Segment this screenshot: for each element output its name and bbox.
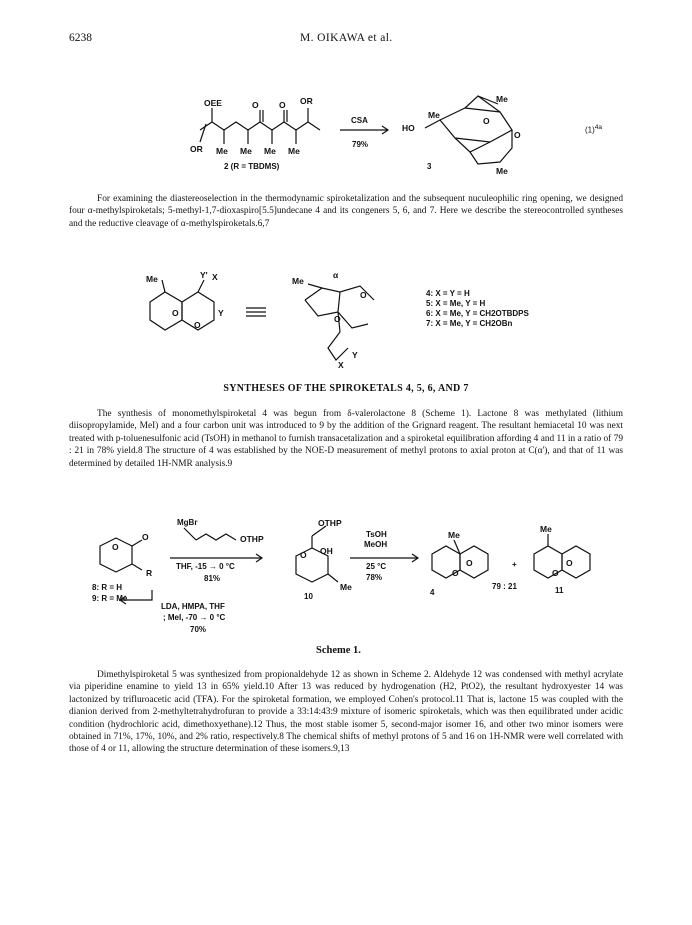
svg-text:O: O	[300, 550, 307, 560]
svg-text:X: X	[212, 272, 218, 282]
congener-6: 6: X = Me, Y = CH2OTBDPS	[426, 309, 529, 318]
svg-text:O: O	[552, 568, 559, 578]
svg-text:O: O	[194, 320, 201, 330]
svg-text:Me: Me	[216, 146, 228, 156]
congener-list	[426, 289, 529, 329]
svg-text:O: O	[514, 130, 521, 140]
lda-conditions: LDA, HMPA, THF	[161, 602, 225, 611]
svg-text:O: O	[172, 308, 179, 318]
step1-conditions: THF, -15 → 0 °C	[176, 562, 235, 571]
equation-number: $(1)^{4a}$	[585, 124, 603, 135]
svg-text:O: O	[483, 116, 490, 126]
compound-11-label: 11	[555, 586, 564, 595]
svg-text:X: X	[338, 360, 344, 370]
congener-5: 5: X = Me, Y = H	[426, 299, 486, 308]
congener-7: 7: X = Me, Y = CH2OBn	[426, 319, 513, 328]
svg-text:OR: OR	[300, 96, 313, 106]
svg-text:Me: Me	[428, 110, 440, 120]
svg-text:α: α	[333, 270, 339, 280]
svg-text:OTHP: OTHP	[240, 534, 264, 544]
running-title: M. OIKAWA et al.	[300, 32, 393, 44]
svg-text:Y: Y	[218, 308, 224, 318]
compound-9-label: 9: R = Me	[92, 594, 128, 603]
compound-10-label: 10	[304, 592, 313, 601]
eq1-reagent: CSA	[351, 116, 368, 125]
paragraph-dimethyl: Dimethylspiroketal 5 was synthesized from propionaldehyde 12 as shown in Scheme 2. Aldehyde 12 was condensed with methyl acrylate via piperidine enamine to yield 13 in 65% yield.10 After 13 was reduced by hydrogenation (H2, PtO2), the resultant hydroxyester 14 was lactonized by trifluroacetic acid (TFA). For the spiroketal formation, we employed Cohen's protocol.11 That is, lactone 15 was coupled with the dianion derived from 2-methyltetrahydrofuran to provide a 33:14:43:9 mixture of isomeric spiroketals, which was then equilibrated under acidic condition (hydrochloric acid, dimethoxyethane).12 Thus, the most stable isomer 5, second-major isomer 16, and other two minor isomers were obtained in 71%, 17%, 10%, and 2% ratio, respectively.8 The chemical shifts of methyl protons of 5 and 16 on 1H-NMR were well correlated with those of 4 or 11, allowing the structure determination of these isomers.9,13	[69, 670, 623, 755]
svg-text:OTHP: OTHP	[318, 518, 342, 528]
paragraph-intro: For examining the diastereoselection in the thermodynamic spiroketalization and the subsequent nuculeophilic ring opening, we designed four α-methylspiroketals; 5-methyl-1,7-dioxaspiro[5.5]undecane 4 and its congeners 5, 6, and 7. Here we describe the stereocontrolled syntheses and the reductive cleavage of α-methylspiroketals.6,7	[69, 194, 623, 229]
svg-text:O: O	[466, 558, 473, 568]
svg-text:Y': Y'	[200, 270, 208, 280]
svg-text:O: O	[452, 568, 459, 578]
step1-yield: 81%	[204, 574, 221, 583]
svg-text:O: O	[252, 100, 259, 110]
isomer-ratio: 79 : 21	[492, 582, 517, 591]
svg-text:R: R	[146, 568, 153, 578]
congener-4: 4: X = Y = H	[426, 289, 470, 298]
svg-text:O: O	[279, 100, 286, 110]
tsoh-reagent: TsOH	[366, 530, 387, 539]
compound-8-label: 8: R = H	[92, 583, 123, 592]
meoh-solvent: MeOH	[364, 540, 388, 549]
svg-text:O: O	[566, 558, 573, 568]
mei-conditions: ; MeI, -70 → 0 °C	[163, 613, 226, 622]
compound-2-caption: 2 (R = TBDMS)	[224, 162, 280, 171]
svg-text:Me: Me	[496, 166, 508, 176]
svg-text:HO: HO	[402, 123, 415, 133]
step2-temperature: 25 °C	[366, 562, 387, 571]
page-number: 6238	[69, 32, 92, 44]
svg-text:OR: OR	[190, 144, 203, 154]
spiroketal-structures	[0, 268, 692, 372]
plus-sign: +	[512, 560, 517, 569]
paragraph-synthesis: The synthesis of monomethylspiroketal 4 was begun from δ-valerolactone 8 (Scheme 1). Lactone 8 was methylated (lithium diisopropylamide, MeI) and a four carbon unit was introduced to 9 by the addition of the Grignard reagent. The resultant hemiacetal 10 was next treated with p-toluenesulfonic acid (TsOH) in methanol to furnish transacetalization and a spiroketal equilibration affording 4 and 11 in a ratio of 79 : 21 in 78% yield.8 The structure of 4 was established by the NOE-D measurement of methyl protons to axial proton at C(α'), and that of 11 was determined by detailed 1H-NMR analysis.9	[69, 409, 623, 469]
svg-text:Me: Me	[288, 146, 300, 156]
svg-text:O: O	[142, 532, 149, 542]
equation-1-scheme	[0, 90, 692, 180]
svg-text:OH: OH	[320, 546, 333, 556]
svg-text:Me: Me	[292, 276, 304, 286]
svg-text:Me: Me	[340, 582, 352, 592]
scheme-1-caption: Scheme 1.	[316, 645, 361, 656]
compound-4-label: 4	[430, 588, 435, 597]
svg-text:O: O	[360, 290, 367, 300]
svg-text:Me: Me	[448, 530, 460, 540]
compound-3-caption: 3	[427, 162, 432, 171]
section-heading: SYNTHESES OF THE SPIROKETALS 4, 5, 6, AND 7	[223, 383, 469, 394]
svg-text:Y: Y	[352, 350, 358, 360]
eq1-yield: 79%	[352, 140, 369, 149]
lda-yield: 70%	[190, 625, 207, 634]
svg-text:OEE: OEE	[204, 98, 222, 108]
svg-text:O: O	[112, 542, 119, 552]
svg-text:Me: Me	[146, 274, 158, 284]
svg-text:Me: Me	[496, 94, 508, 104]
grignard-reagent: MgBr	[177, 518, 198, 527]
svg-text:O: O	[334, 314, 341, 324]
svg-text:Me: Me	[264, 146, 276, 156]
svg-text:Me: Me	[540, 524, 552, 534]
svg-text:Me: Me	[240, 146, 252, 156]
step2-yield: 78%	[366, 573, 383, 582]
